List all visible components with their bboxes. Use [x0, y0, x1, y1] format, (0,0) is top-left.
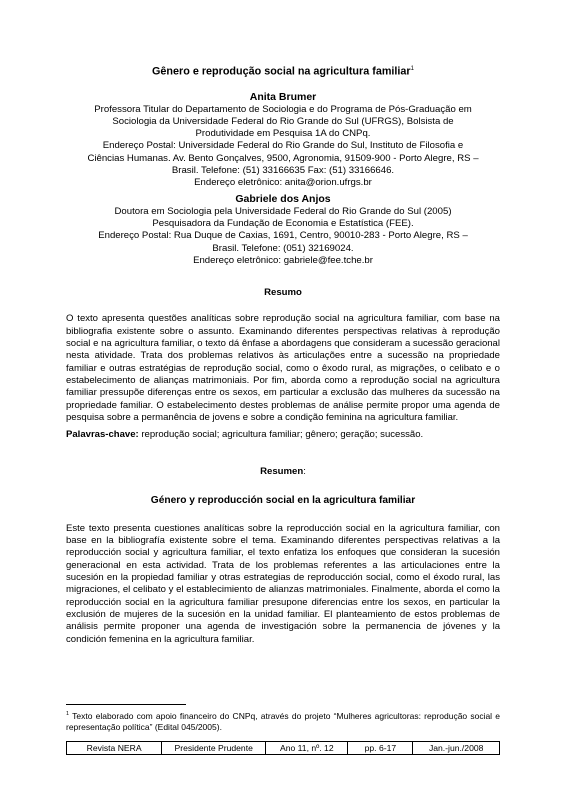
author-affiliation-line: Produtividade em Pesquisa 1A do CNPq.	[195, 128, 371, 140]
journal-footer-table	[66, 741, 500, 755]
resumo-paragraph: O texto apresenta questões analíticas sobre reprodução social na agricultura familiar, com base na bibliografia existente sobre o assunto. Examinando diferentes perspectivas relativas à reprodução social e na agricultura familiar, o texto dá ênfase a abordagens que consideram a sucessão geracional nesta atividade. Trata dos problemas relativos às articulações entre a sucessão na propriedade familiar e outras estratégias de reprodução social, como o êxodo rural, as migrações, o celibato e o estabelecimento de alianças matrimoniais. Por fim, aborda como a reprodução social na agricultura familiar pressupõe diferenças entre os sexos, em particular a exclusão das mulheres da sucessão na propriedade familiar. O estabelecimento destes problemas de análise permite propor uma agenda de pesquisa sobre a permanência de jovens e sobre a condição feminina na agricultura familiar.	[66, 313, 500, 423]
resumen-heading	[66, 466, 500, 478]
footer-journal: Revista NERA	[67, 742, 162, 755]
resumen-heading-colon: :	[303, 465, 306, 477]
footnote-marker: 1	[66, 711, 70, 717]
author-address-line: Ciências Humanas. Av. Bento Gonçalves, 9500, Agronomia, 91509-900 - Porto Alegre, RS –	[87, 152, 479, 164]
keywords-label: Palavras-chave:	[66, 429, 139, 441]
footnote	[66, 709, 500, 732]
author-phone-line: Brasil. Telefone: (51) 33166635 Fax: (51) 33166646.	[171, 165, 395, 177]
author-affiliation-line: Pesquisadora da Fundação de Economia e Estatística (FEE).	[152, 217, 414, 229]
keywords	[66, 429, 500, 441]
article-page	[66, 62, 500, 646]
author-block-1	[66, 91, 500, 190]
author-affiliation-line: Professora Titular do Departamento de Sociologia e do Programa de Pós-Graduação em	[94, 103, 472, 115]
author-name: Anita Brumer	[249, 90, 317, 103]
article-title	[66, 62, 500, 79]
footer-row	[67, 742, 500, 755]
keywords-text: reprodução social; agricultura familiar; gênero; geração; sucessão.	[138, 429, 424, 441]
footnote-text: Texto elaborado com apoio financeiro do CNPq, através do projeto “Mulheres agricultoras: reprodução social e representação política” (Edital 045/2005).	[66, 710, 500, 732]
footer-city: Presidente Prudente	[162, 742, 266, 755]
author-block-2	[66, 193, 500, 267]
resumen-title: Género y reproducción social en la agricultura familiar	[150, 494, 416, 506]
author-address-line: Endereço Postal: Universidade Federal do Rio Grande do Sul, Instituto de Filosofia e	[102, 140, 464, 152]
author-affiliation-line: Doutora em Sociologia pela Universidade Federal do Rio Grande do Sul (2005)	[114, 205, 452, 217]
author-name: Gabriele dos Anjos	[235, 192, 331, 205]
author-email-line: Endereço eletrônico: anita@orion.ufrgs.br	[194, 177, 372, 189]
footer-date: Jan.-jun./2008	[413, 742, 500, 755]
resumen-paragraph: Este texto presenta cuestiones analíticas sobre la reproducción social en la agricultura familiar, con base en la bibliografía existente sobre el tema. Examinando diferentes perspectivas relativas a la reproducción social y agricultura familiar, el texto enfatiza los enfoques que consideran la sucesión generacional en esta actividad. Trata de los problemas referentes a las articulaciones entre la sucesión en la propiedad familiar y otras estrategias de reproducción social, como el éxodo rural, las migraciones, el celibato y el establecimiento de alianzas matrimoniales. Finalmente, aborda el como la reproducción social en la agricultura familiar presupone diferencias entre los sexos, en particular la exclusión de mujeres de la sucesión en la unidad familiar. El planteamiento de estos problemas de análisis permite proponer una agenda de investigación sobre la permanencia de jóvenes y la condición femenina en la agricultura familiar.	[66, 522, 500, 645]
author-email-line: Endereço eletrônico: gabriele@fee.tche.br	[193, 254, 373, 266]
author-address-line: Endereço Postal: Rua Duque de Caxias, 1691, Centro, 90010-283 - Porto Alegre, RS –	[98, 230, 468, 242]
author-affiliation-line: Sociologia da Universidade Federal do Rio Grande do Sul (UFRGS), Bolsista de	[112, 115, 454, 127]
article-title-text: Gênero e reprodução social na agricultura familiar	[152, 65, 411, 78]
author-phone-line: Brasil. Telefone: (051) 32169024.	[212, 242, 354, 254]
title-footnote-marker: 1	[410, 66, 414, 72]
footnote-divider	[66, 704, 186, 705]
resumen-heading-text: Resumen	[260, 465, 304, 477]
footer-volume: Ano 11, nº. 12	[266, 742, 348, 755]
resumo-heading: Resumo	[264, 287, 302, 299]
footer-pages: pp. 6-17	[348, 742, 413, 755]
